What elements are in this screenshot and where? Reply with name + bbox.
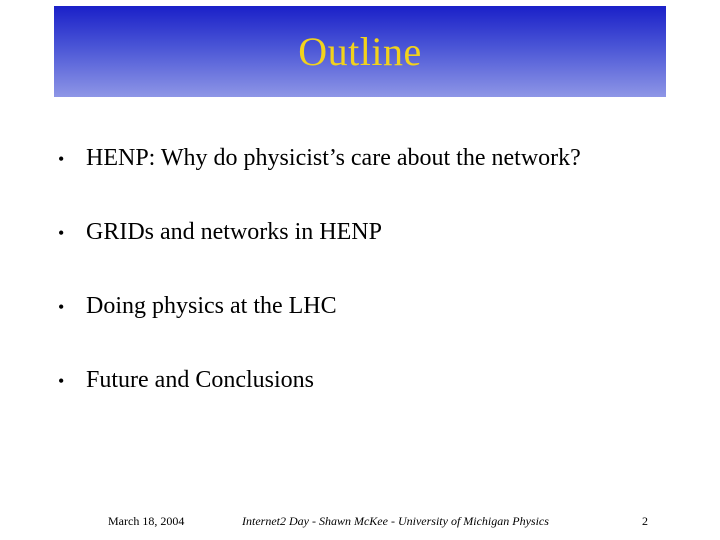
bullet-icon: • (58, 223, 65, 243)
footer-date: March 18, 2004 (108, 514, 185, 528)
bullet-item (58, 145, 581, 172)
bullet-text: HENP: Why do physicist’s care about the network? (86, 145, 581, 171)
bullet-text: Doing physics at the LHC (86, 293, 337, 319)
bullet-icon: • (58, 149, 65, 169)
page-number: 2 (642, 514, 648, 528)
bullet-item (58, 367, 314, 394)
bullet-icon: • (58, 371, 65, 391)
bullet-item (58, 293, 337, 320)
bullet-icon: • (58, 297, 65, 317)
slide-title: Outline (298, 28, 422, 74)
bullet-text: GRIDs and networks in HENP (86, 219, 382, 245)
title-banner (54, 6, 666, 97)
bullet-item (58, 219, 382, 246)
footer-presenter: Internet2 Day - Shawn McKee - University of Michigan Physics (242, 514, 549, 528)
bullet-text: Future and Conclusions (86, 367, 314, 393)
